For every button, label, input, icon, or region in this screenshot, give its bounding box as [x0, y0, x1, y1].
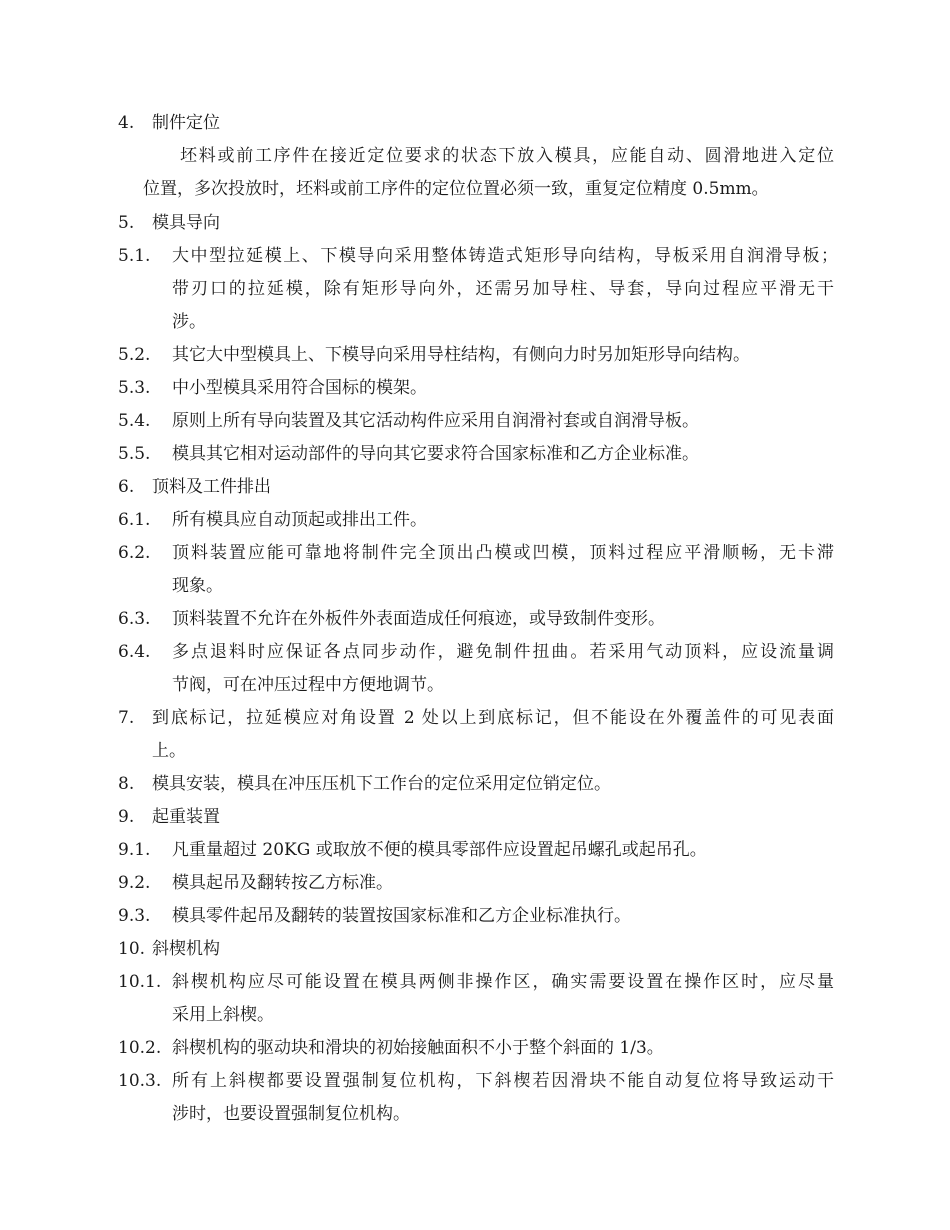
item-text: 涉。	[172, 312, 206, 332]
section-number: 7.	[118, 708, 135, 728]
item-text: 所有上斜楔都要设置强制复位机构，下斜楔若因滑块不能自动复位将导致运动干	[172, 1071, 834, 1091]
item-number: 6.4.	[118, 642, 151, 662]
item-number: 6.2.	[118, 543, 151, 563]
item-text: 中小型模具采用符合国标的模架。	[172, 378, 427, 398]
item-text: 斜楔机构的驱动块和滑块的初始接触面积不小于整个斜面的 1/3。	[172, 1038, 664, 1058]
section-title: 起重装置	[152, 807, 220, 827]
section-title: 斜楔机构	[152, 939, 220, 959]
item-text: 模具起吊及翻转按乙方标准。	[172, 873, 393, 893]
item-text: 其它大中型模具上、下模导向采用导柱结构，有侧向力时另加矩形导向结构。	[172, 345, 750, 365]
item-number: 9.2.	[118, 873, 151, 893]
paragraph-text: 坯料或前工序件在接近定位要求的状态下放入模具，应能自动、圆滑地进入定位	[180, 146, 834, 166]
item-text: 模具其它相对运动部件的导向其它要求符合国家标准和乙方企业标准。	[172, 444, 699, 464]
item-text: 所有模具应自动顶起或排出工件。	[172, 510, 427, 530]
section-number: 9.	[118, 807, 135, 827]
item-text: 顶料装置不允许在外板件外表面造成任何痕迹，或导致制件变形。	[172, 609, 665, 629]
section-title: 模具导向	[152, 213, 220, 233]
item-number: 6.1.	[118, 510, 151, 530]
item-number: 9.3.	[118, 906, 151, 926]
section-number: 6.	[118, 477, 135, 497]
section-number: 8.	[118, 774, 135, 794]
item-text: 上。	[152, 741, 186, 761]
item-number: 6.3.	[118, 609, 151, 629]
section-number: 4.	[118, 113, 135, 133]
item-number: 5.5.	[118, 444, 151, 464]
item-text: 模具零件起吊及翻转的装置按国家标准和乙方企业标准执行。	[172, 906, 631, 926]
item-text: 大中型拉延模上、下模导向采用整体铸造式矩形导向结构，导板采用自润滑导板；	[172, 246, 838, 266]
section-title: 顶料及工件排出	[152, 477, 271, 497]
section-number: 5.	[118, 213, 135, 233]
item-text: 原则上所有导向装置及其它活动构件应采用自润滑衬套或自润滑导板。	[172, 411, 699, 431]
item-text: 涉时，也要设置强制复位机构。	[172, 1104, 410, 1124]
item-number: 5.3.	[118, 378, 151, 398]
item-number: 10.3.	[118, 1071, 162, 1091]
item-number: 10.2.	[118, 1038, 162, 1058]
item-number: 5.1.	[118, 246, 151, 266]
item-text: 到底标记，拉延模应对角设置 2 处以上到底标记，但不能设在外覆盖件的可见表面	[152, 708, 834, 728]
item-text: 节阀，可在冲压过程中方便地调节。	[172, 675, 444, 695]
item-text: 凡重量超过 20KG 或取放不便的模具零部件应设置起吊螺孔或起吊孔。	[172, 840, 707, 860]
item-text: 现象。	[172, 576, 223, 596]
item-number: 9.1.	[118, 840, 151, 860]
item-text: 模具安装，模具在冲压压机下工作台的定位采用定位销定位。	[152, 774, 611, 794]
item-text: 采用上斜楔。	[172, 1005, 274, 1025]
item-number: 5.2.	[118, 345, 151, 365]
item-number: 5.4.	[118, 411, 151, 431]
section-title: 制件定位	[152, 113, 220, 133]
item-number: 10.1.	[118, 972, 162, 992]
item-text: 斜楔机构应尽可能设置在模具两侧非操作区，确实需要设置在操作区时，应尽量	[172, 972, 834, 992]
paragraph-text: 位置，多次投放时，坯料或前工序件的定位位置必须一致，重复定位精度 0.5mm。	[143, 179, 769, 199]
item-text: 顶料装置应能可靠地将制件完全顶出凸模或凹模，顶料过程应平滑顺畅，无卡滞	[172, 543, 834, 563]
item-text: 多点退料时应保证各点同步动作，避免制件扭曲。若采用气动顶料，应设流量调	[172, 642, 834, 662]
section-number: 10.	[118, 939, 146, 959]
item-text: 带刃口的拉延模，除有矩形导向外，还需另加导柱、导套，导向过程应平滑无干	[172, 279, 834, 299]
